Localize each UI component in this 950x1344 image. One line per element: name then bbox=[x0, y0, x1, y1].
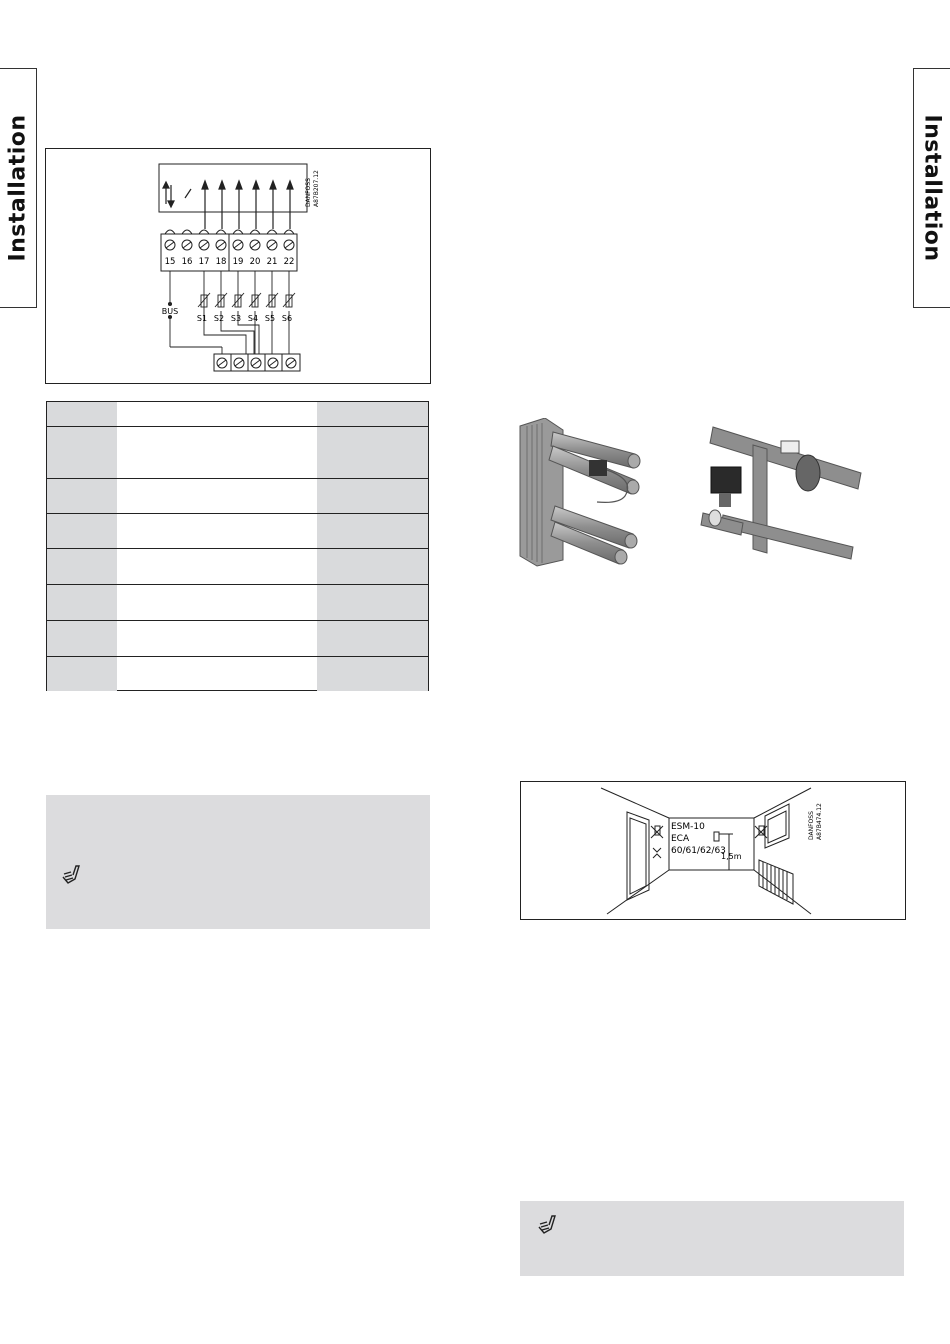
wiring-diagram bbox=[45, 148, 431, 384]
terminal-table bbox=[46, 401, 429, 691]
room-diagram-svg bbox=[521, 782, 905, 919]
sensor-label: S4 bbox=[247, 314, 259, 323]
sensor-label: S1 bbox=[196, 314, 208, 323]
section-tab-left bbox=[0, 68, 37, 308]
table-row bbox=[47, 620, 428, 657]
table-row bbox=[47, 513, 428, 549]
terminal-label: 19 bbox=[232, 257, 244, 267]
terminal-label: 18 bbox=[215, 257, 227, 267]
device-label-line1: ESM-10 bbox=[671, 822, 705, 832]
terminal-label: 17 bbox=[198, 257, 210, 267]
diagram-ref-code: A87B474.12 bbox=[816, 803, 823, 840]
device-label-line3: 60/61/62/63 bbox=[671, 846, 726, 856]
table-row bbox=[47, 656, 428, 691]
room-diagram bbox=[520, 781, 906, 920]
table-row bbox=[47, 584, 428, 621]
diagram-ref-brand: DANFOSS bbox=[305, 178, 312, 207]
sensor-label: S3 bbox=[230, 314, 242, 323]
controller-box bbox=[159, 164, 307, 212]
wiring-diagram-svg bbox=[46, 149, 430, 383]
table-row bbox=[47, 402, 428, 426]
pointing-hand-icon bbox=[60, 863, 82, 887]
sensor-label: S2 bbox=[213, 314, 225, 323]
terminal-label: 20 bbox=[249, 257, 261, 267]
pointing-hand-icon bbox=[536, 1213, 558, 1237]
bus-label: BUS bbox=[161, 307, 179, 316]
terminal-label: 15 bbox=[164, 257, 176, 267]
height-label: 1,5m bbox=[721, 852, 742, 861]
heat-exchanger-illustration bbox=[515, 418, 645, 568]
table-row bbox=[47, 426, 428, 479]
terminal-label: 22 bbox=[283, 257, 295, 267]
diagram-ref-code: A87B207.12 bbox=[313, 170, 320, 207]
section-tab-label: Installation bbox=[5, 114, 31, 262]
table-row bbox=[47, 548, 428, 585]
diagram-ref-brand: DANFOSS bbox=[808, 811, 815, 840]
section-tab-label: Installation bbox=[919, 114, 945, 262]
terminal-label: 21 bbox=[266, 257, 278, 267]
note-box bbox=[46, 795, 430, 929]
section-tab-right bbox=[913, 68, 950, 308]
table-row bbox=[47, 478, 428, 514]
valve-piping-illustration bbox=[693, 425, 863, 560]
terminal-label: 16 bbox=[181, 257, 193, 267]
device-label-line2: ECA bbox=[671, 834, 690, 844]
sensor-label: S6 bbox=[281, 314, 293, 323]
note-box bbox=[520, 1201, 904, 1276]
sensor-label: S5 bbox=[264, 314, 276, 323]
